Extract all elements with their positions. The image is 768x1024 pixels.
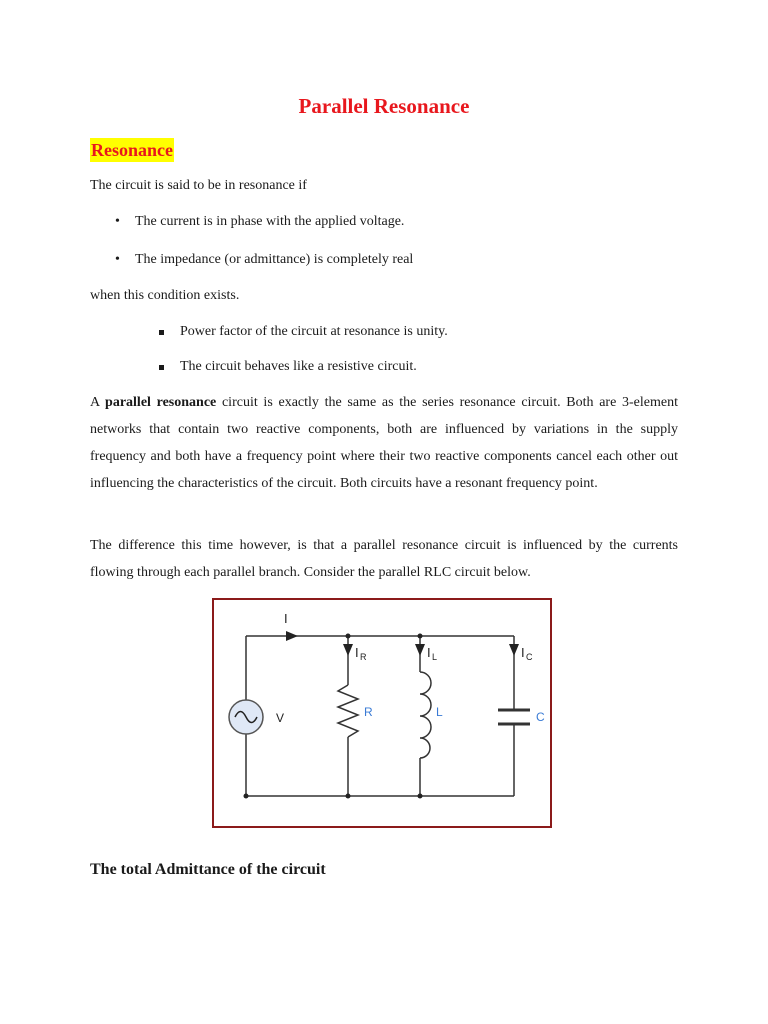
condition-outro: when this condition exists. — [90, 288, 240, 303]
source-voltage-label: V — [276, 711, 285, 725]
paragraph-prefix: A — [90, 395, 106, 410]
consequence-item: Power factor of the circuit at resonance is unity. — [180, 324, 448, 339]
paragraph-difference: The difference this time however, is that a parallel resonance circuit is influenced by the currents flowing through each parallel branch. Consider the parallel RLC circuit below. — [90, 538, 678, 580]
bullet-icon: • — [115, 214, 120, 229]
capacitor-label: C — [536, 710, 545, 724]
arrow-icon — [415, 644, 425, 656]
arrow-icon — [343, 644, 353, 656]
paragraph-body: circuit is exactly the same as the series resonance circuit. Both are 3-element networks that contain two reactive components, both are influenced by variations in the supply frequency and both have a frequency point where their two reactive components cancel each other out influencing the characteristics of the circuit. Both circuits have a resonant frequency point. — [90, 395, 678, 491]
capacitor-current-subscript: C — [526, 652, 533, 662]
section-heading: Resonance — [91, 140, 173, 160]
resistor-label: R — [364, 705, 373, 719]
consequence-item: The circuit behaves like a resistive circuit. — [180, 359, 417, 374]
admittance-subheading: The total Admittance of the circuit — [90, 861, 326, 878]
inductor-current-subscript: L — [432, 652, 438, 662]
arrow-icon — [286, 631, 298, 641]
resistor-current-subscript: R — [360, 652, 367, 662]
paragraph-bold-term: parallel resonance — [105, 395, 217, 410]
condition-item: The current is in phase with the applied voltage. — [135, 214, 405, 229]
square-bullet-icon — [159, 330, 164, 335]
circuit-figure — [212, 598, 552, 828]
inductor-label: L — [436, 705, 443, 719]
capacitor-current-label: I — [521, 645, 525, 660]
condition-item: The impedance (or admittance) is completely real — [135, 252, 414, 267]
page-title: Parallel Resonance — [298, 94, 470, 118]
bullet-icon: • — [115, 252, 120, 267]
paragraph-parallel-resonance — [90, 389, 678, 497]
total-current-label: I — [284, 611, 288, 626]
intro-text: The circuit is said to be in resonance if — [90, 178, 307, 193]
square-bullet-icon — [159, 365, 164, 370]
resistor-current-label: I — [355, 645, 359, 660]
arrow-icon — [509, 644, 519, 656]
inductor-current-label: I — [427, 645, 431, 660]
parallel-rlc-circuit-diagram — [214, 600, 550, 826]
